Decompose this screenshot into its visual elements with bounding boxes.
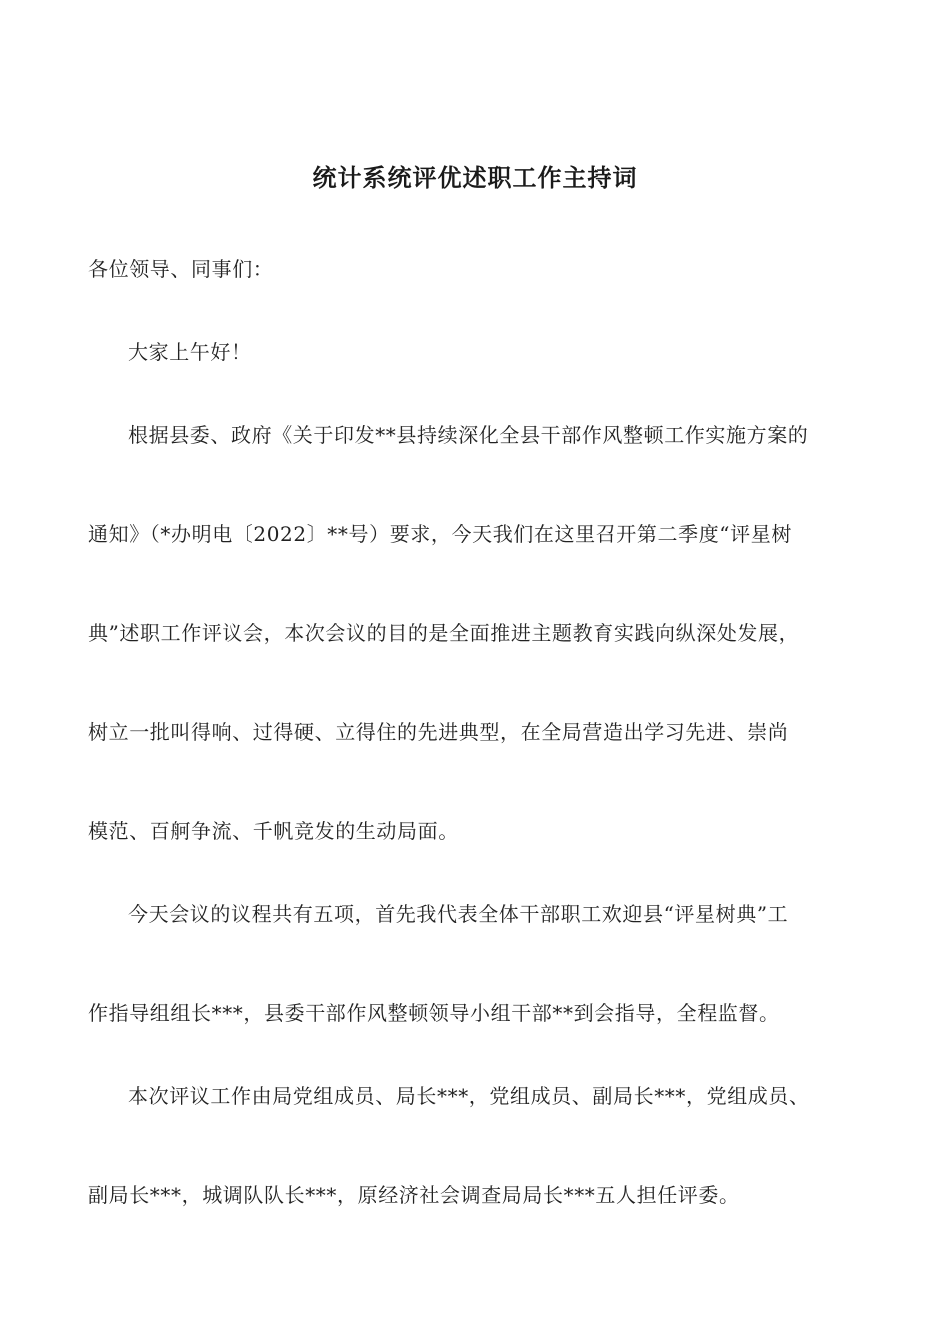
paragraph-1-line-4: 树立一批叫得响、过得硬、立得住的先进典型，在全局营造出学习先进、崇尚 <box>88 720 789 744</box>
greeting: 大家上午好！ <box>128 340 252 364</box>
document-title: 统计系统评优述职工作主持词 <box>312 163 638 192</box>
paragraph-1-line-1: 根据县委、政府《关于印发**县持续深化全县干部作风整顿工作实施方案的 <box>128 423 809 447</box>
salutation: 各位领导、同事们： <box>88 257 274 281</box>
paragraph-2-line-2: 作指导组组长***，县委干部作风整顿领导小组干部**到会指导，全程监督。 <box>88 1001 780 1025</box>
paragraph-1-line-2: 通知》（*办明电〔2022〕**号）要求，今天我们在这里召开第二季度“评星树 <box>88 522 792 546</box>
paragraph-2-line-1: 今天会议的议程共有五项，首先我代表全体干部职工欢迎县“评星树典”工 <box>128 902 789 926</box>
paragraph-3-line-2: 副局长***，城调队队长***，原经济社会调查局局长***五人担任评委。 <box>88 1183 740 1207</box>
paragraph-1-line-5: 模范、百舸争流、千帆竞发的生动局面。 <box>88 819 459 843</box>
paragraph-1-line-3: 典”述职工作评议会，本次会议的目的是全面推进主题教育实践向纵深处发展， <box>88 621 800 645</box>
paragraph-3-line-1: 本次评议工作由局党组成员、局长***，党组成员、副局长***，党组成员、 <box>128 1084 810 1108</box>
